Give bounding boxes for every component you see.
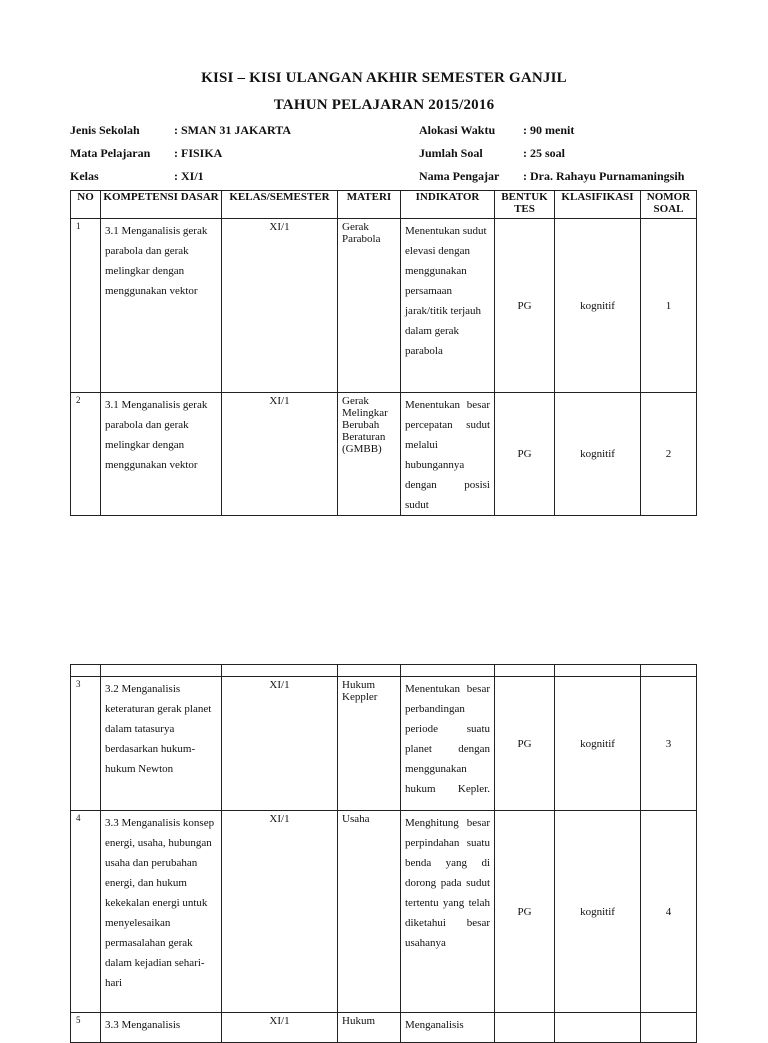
cell-materi: Hukum [338,1013,401,1043]
table-blank-row [71,665,697,677]
table-row [71,219,697,393]
cell-materi: Gerak Melingkar Berubah Beraturan (GMBB) [338,393,401,516]
cell-no: 5 [71,1013,101,1043]
mata-pelajaran-value: : FISIKA [174,146,223,160]
jenis-sekolah-label: Jenis Sekolah [70,123,140,137]
cell-kelas-semester: XI/1 [222,393,338,516]
header-kompetensi-dasar: KOMPETENSI DASAR [101,191,222,219]
kelas-value: : XI/1 [174,169,204,183]
alokasi-waktu-value: : 90 menit [523,123,575,137]
header-indikator: INDIKATOR [401,191,495,219]
jumlah-soal-label: Jumlah Soal [419,146,483,160]
cell-indikator: Menentukan besar perbandingan periode suatu planet dengan menggunakan hukum Kepler. [401,677,495,811]
cell-kelas-semester: XI/1 [222,219,338,393]
cell-kompetensi-dasar: 3.3 Menganalisis konsep energi, usaha, hubungan usaha dan perubahan energi, dan hukum kekekalan energi untuk menyelesaikan permasalahan gerak dalam kejadian sehari-hari [101,811,222,1013]
jumlah-soal-value: : 25 soal [523,146,565,160]
cell-indikator: Menentukan sudut elevasi dengan menggunakan persamaan jarak/titik terjauh dalam gerak parabola [401,219,495,393]
cell-indikator: Menganalisis [401,1013,495,1043]
cell-kompetensi-dasar: 3.1 Menganalisis gerak parabola dan gerak melingkar dengan menggunakan vektor [101,219,222,393]
header-no: NO [71,191,101,219]
cell-nomor-soal: 2 [641,393,697,516]
nama-pengajar-label: Nama Pengajar [419,169,500,183]
cell-materi: Hukum Keppler [338,677,401,811]
cell-kompetensi-dasar: 3.1 Menganalisis gerak parabola dan gerak melingkar dengan menggunakan vektor [101,393,222,516]
cell-kompetensi-dasar: 3.3 Menganalisis [101,1013,222,1043]
table-header-row [71,191,697,219]
cell-materi: Usaha [338,811,401,1013]
header-kelas-semester: KELAS/SEMESTER [222,191,338,219]
cell-kompetensi-dasar: 3.2 Menganalisis keteraturan gerak planet dalam tatasurya berdasarkan hukum-hukum Newton [101,677,222,811]
document-title: KISI – KISI ULANGAN AKHIR SEMESTER GANJIL [201,70,567,86]
cell-no: 2 [71,393,101,516]
table-row [71,677,697,811]
document-subtitle: TAHUN PELAJARAN 2015/2016 [273,97,495,113]
cell-klasifikasi: kognitif [555,677,641,811]
cell-no: 4 [71,811,101,1013]
cell-klasifikasi: kognitif [555,811,641,1013]
cell-klasifikasi: kognitif [555,393,641,516]
cell-kelas-semester: XI/1 [222,1013,338,1043]
cell-nomor-soal: 4 [641,811,697,1013]
cell-bentuk-tes: PG [495,219,555,393]
nama-pengajar-value: : Dra. Rahayu Purnamaningsih [523,169,685,183]
cell-bentuk-tes: PG [495,811,555,1013]
cell-materi: Gerak Parabola [338,219,401,393]
mata-pelajaran-label: Mata Pelajaran [70,146,151,160]
header-nomor-soal: NOMOR SOAL [641,191,697,219]
cell-indikator: Menghitung besar perpindahan suatu benda yang di dorong pada sudut tertentu yang telah diketahui besar usahanya [401,811,495,1013]
cell-nomor-soal: 3 [641,677,697,811]
jenis-sekolah-value: : SMAN 31 JAKARTA [174,123,292,137]
header-bentuk-tes: BENTUK TES [495,191,555,219]
cell-bentuk-tes: PG [495,393,555,516]
cell-kelas-semester: XI/1 [222,811,338,1013]
header-klasifikasi: KLASIFIKASI [555,191,641,219]
cell-no: 1 [71,219,101,393]
header-materi: MATERI [338,191,401,219]
cell-bentuk-tes: PG [495,677,555,811]
kisi-table-upper [70,190,697,516]
cell-kelas-semester: XI/1 [222,677,338,811]
alokasi-waktu-label: Alokasi Waktu [419,123,496,137]
kelas-label: Kelas [70,169,99,183]
cell-klasifikasi: kognitif [555,219,641,393]
table-row [71,1013,697,1043]
table-row [71,393,697,516]
cell-nomor-soal: 1 [641,219,697,393]
kisi-table-lower [70,664,697,1043]
cell-no: 3 [71,677,101,811]
table-row [71,811,697,1013]
cell-indikator: Menentukan besar percepatan sudut melalui hubungannya dengan posisi sudut [401,393,495,516]
